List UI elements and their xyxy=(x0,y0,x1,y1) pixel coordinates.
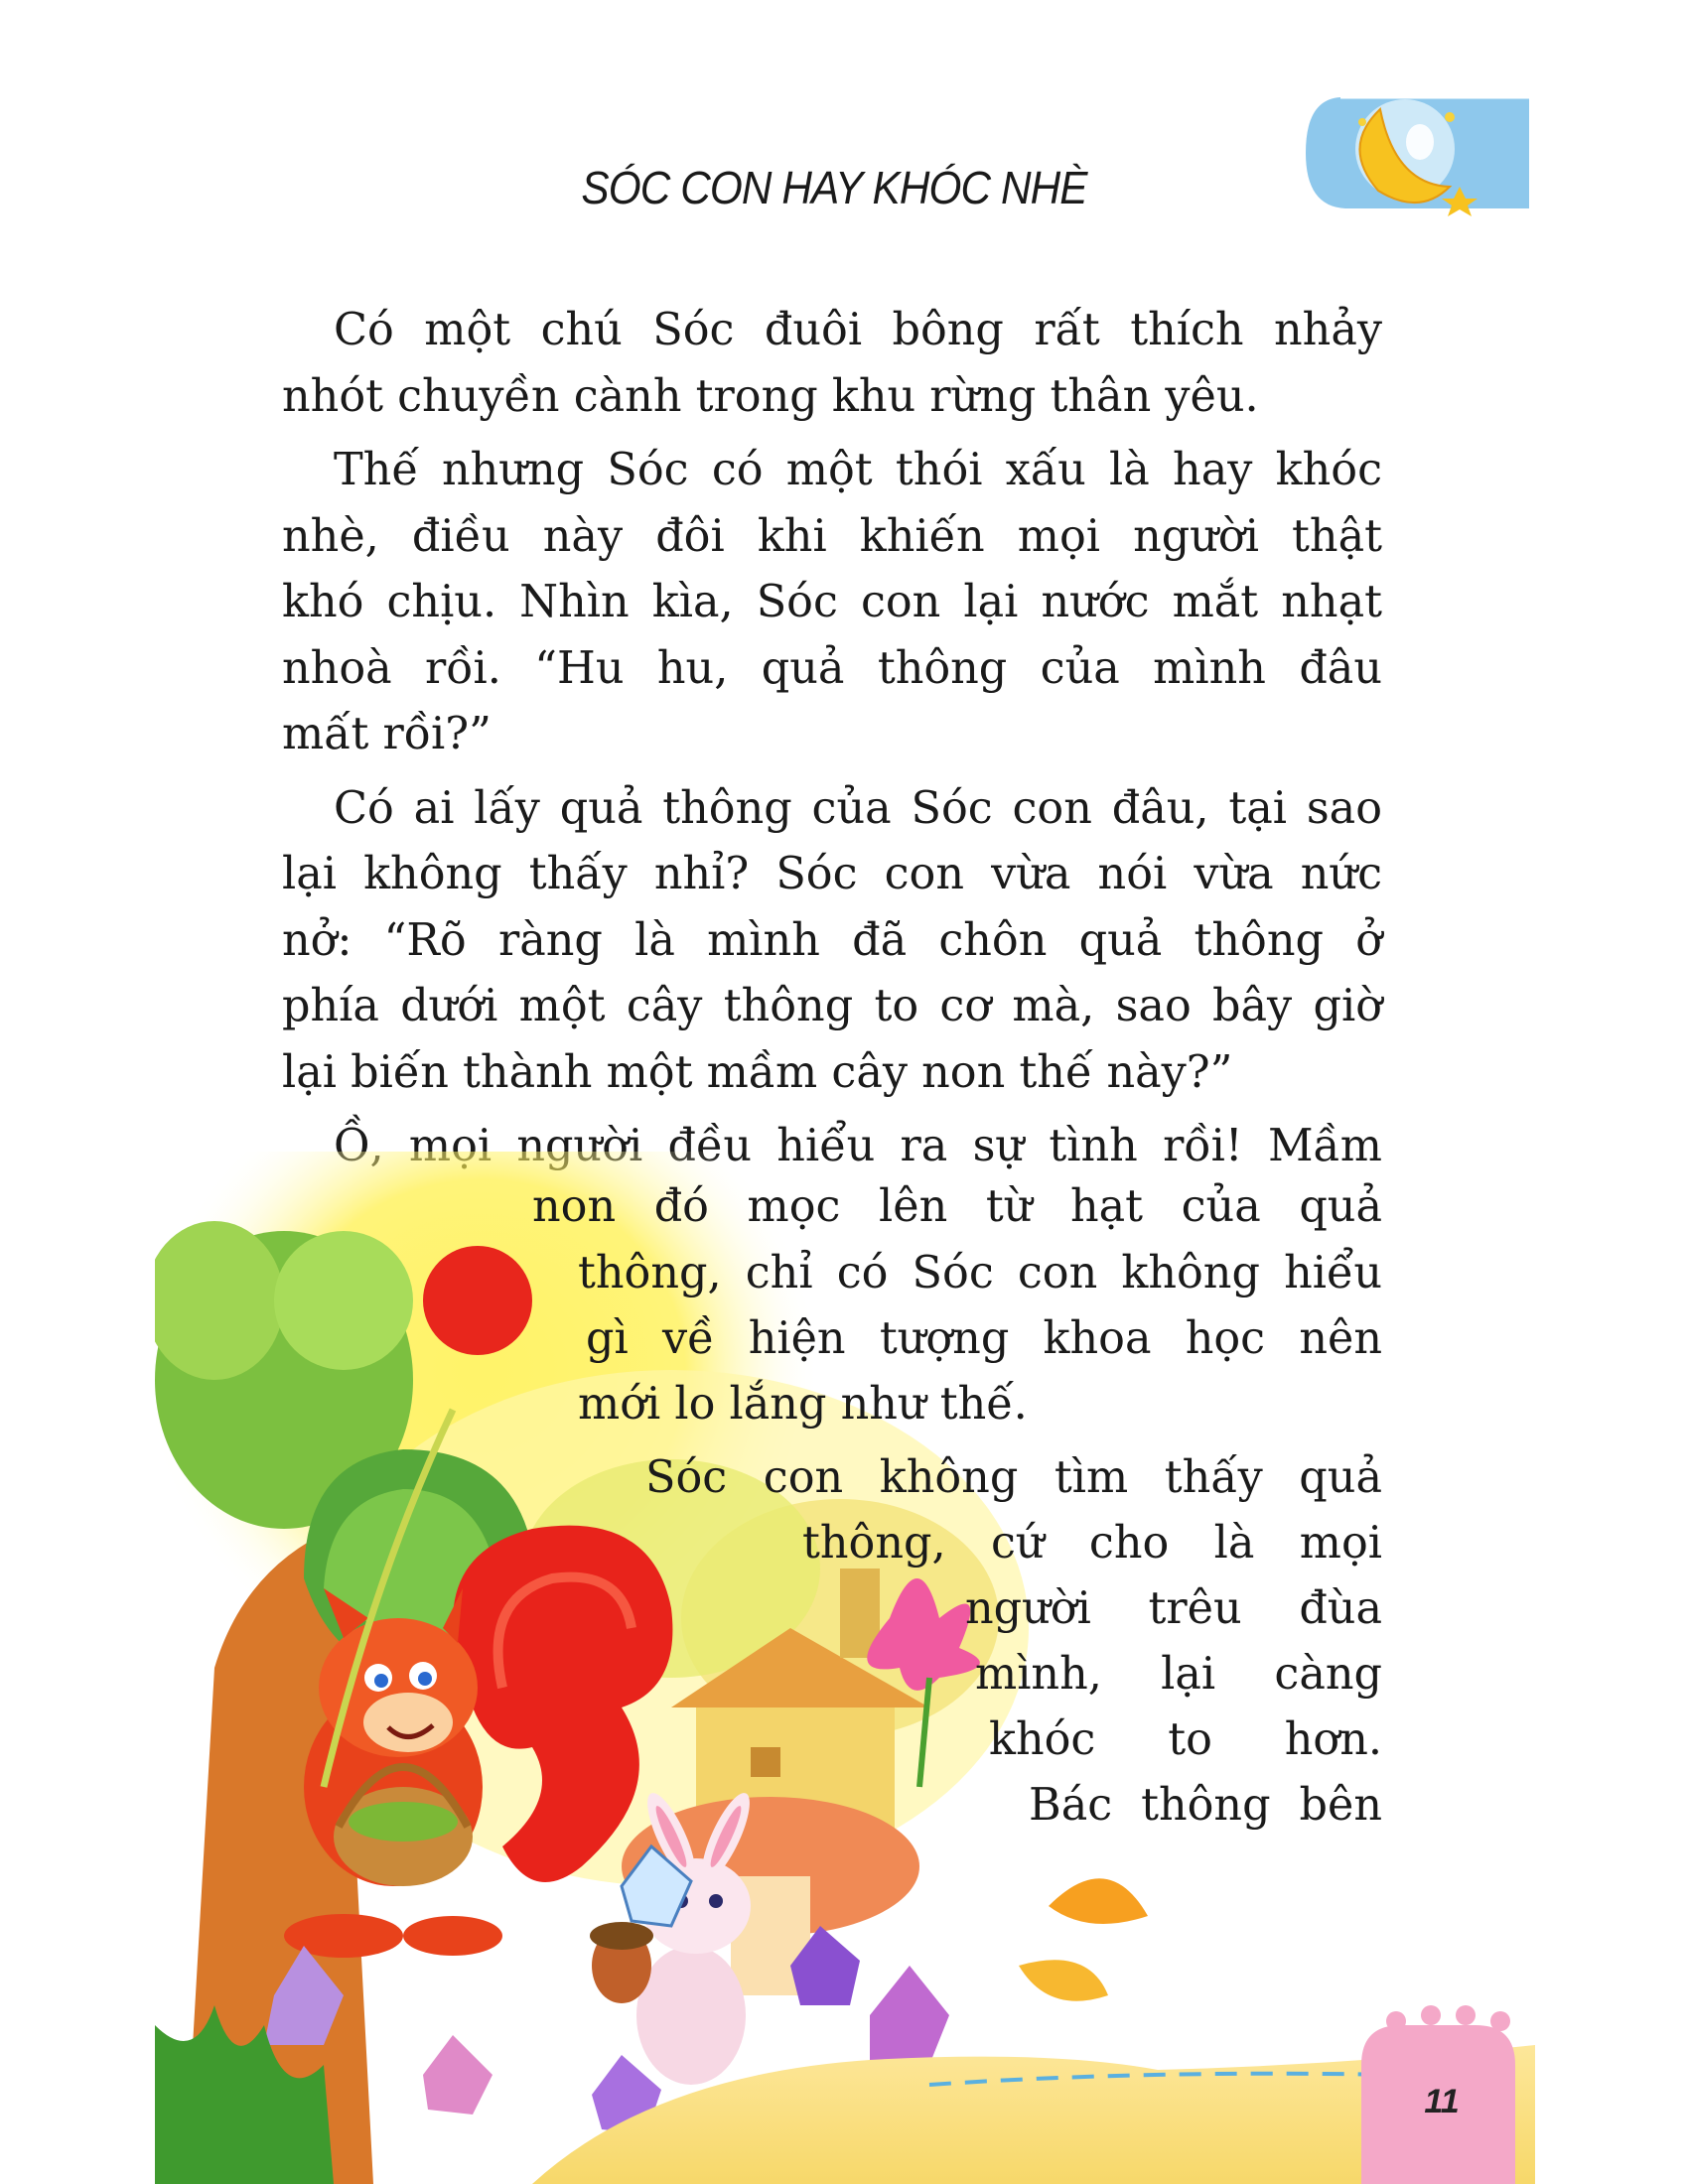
text-line: Thế nhưng Sóc có một thói xấu là hay khóc xyxy=(334,445,1382,495)
text-line: khó chịu. Nhìn kìa, Sóc con lại nước mắt nhạt xyxy=(282,577,1382,627)
text-line: lại không thấy nhỉ? Sóc con vừa nói vừa nức xyxy=(282,849,1382,899)
moon-badge-icon xyxy=(1301,87,1529,218)
text-line: Có một chú Sóc đuôi bông rất thích nhảy xyxy=(334,305,1382,355)
text-line: người trêu đùa xyxy=(965,1583,1382,1634)
paragraph-2 xyxy=(282,438,1382,768)
text-line: nở: “Rõ ràng là mình đã chôn quả thông ở xyxy=(282,914,1382,966)
text-line: khóc to hơn. xyxy=(989,1714,1382,1765)
page-number: 11 xyxy=(1424,2083,1460,2120)
paragraph-1 xyxy=(282,298,1382,430)
text-line: gì về hiện tượng khoa học nên xyxy=(586,1313,1382,1364)
story-title: SÓC CON HAY KHÓC NHÈ xyxy=(581,162,1087,213)
text-line: nhót chuyền cành trong khu rừng thân yêu. xyxy=(282,370,1259,422)
text-line: lại biến thành một mầm cây non thế này?” xyxy=(282,1046,1233,1098)
text-line: Sóc con không tìm thấy quả xyxy=(645,1452,1382,1503)
text-line: thông, cứ cho là mọi xyxy=(802,1518,1382,1569)
text-line: nhè, điều này đôi khi khiến mọi người thật xyxy=(282,510,1382,562)
text-line: Có ai lấy quả thông của Sóc con đâu, tại sao xyxy=(334,782,1382,834)
text-line: nhoà rồi. “Hu hu, quả thông của mình đâu xyxy=(282,642,1382,694)
text-line: mới lo lắng như thế. xyxy=(578,1379,1028,1430)
text-line: mình, lại càng xyxy=(975,1649,1382,1700)
text-line: Ồ, mọi người đều hiểu ra sự tình rồi! Mầm xyxy=(334,1121,1382,1171)
text-line: Bác thông bên xyxy=(1029,1780,1382,1831)
paragraph-3 xyxy=(282,776,1382,1107)
text-line: thông, chỉ có Sóc con không hiểu xyxy=(578,1248,1382,1298)
text-line: non đó mọc lên từ hạt của quả xyxy=(532,1181,1382,1232)
story-body xyxy=(282,298,1382,1188)
text-line: phía dưới một cây thông to cơ mà, sao bây giờ xyxy=(282,981,1382,1031)
text-line: mất rồi?” xyxy=(282,709,492,759)
